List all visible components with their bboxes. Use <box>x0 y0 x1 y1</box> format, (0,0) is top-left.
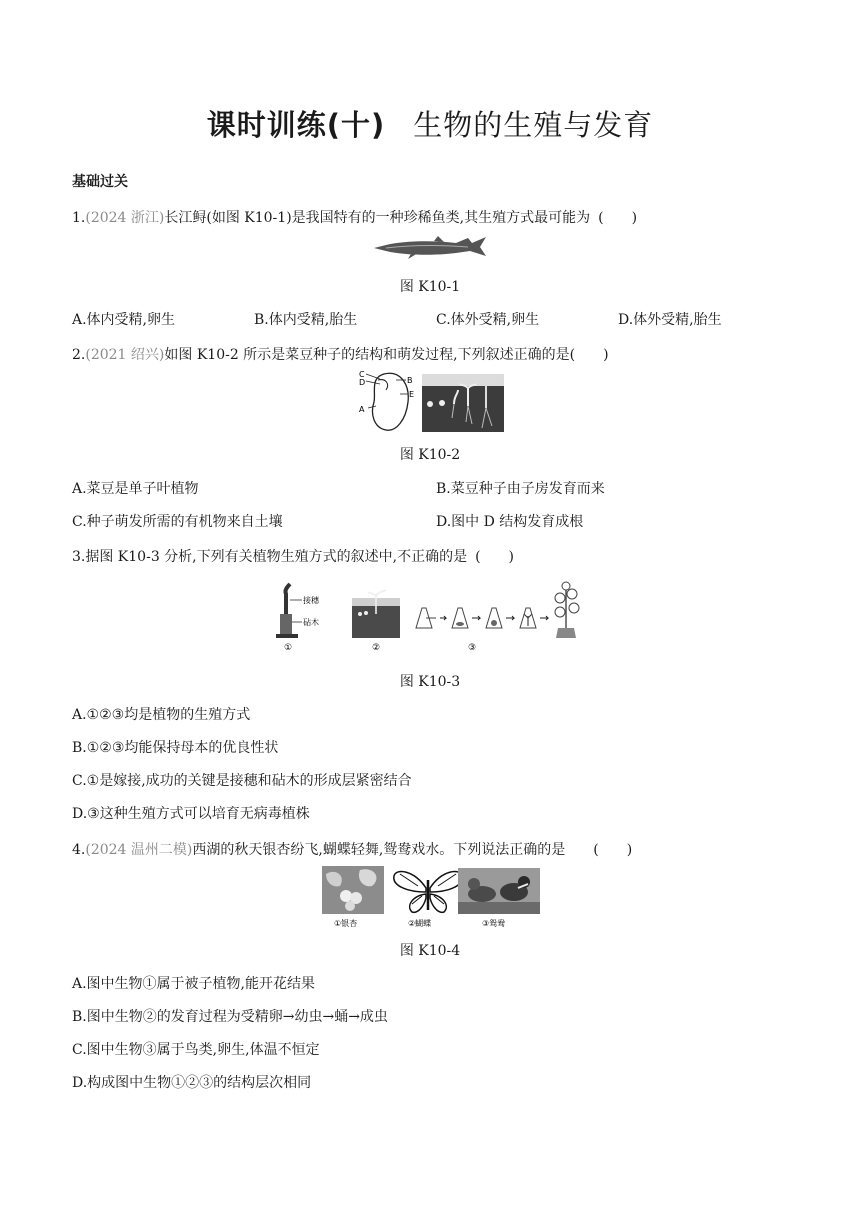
answer-bracket: ( ) <box>598 210 638 226</box>
question-number: 1. <box>72 210 86 226</box>
seed-label-b: B <box>407 376 413 385</box>
question-number: 4. <box>72 842 86 858</box>
label-butterfly: ②蝴蝶 <box>408 919 432 928</box>
option-a: A.图中生物①属于被子植物,能开花结果 <box>72 976 316 992</box>
option-b: B.菜豆种子由子房发育而来 <box>436 481 605 497</box>
label-2: ② <box>372 643 381 653</box>
question-text: 西湖的秋天银杏纷飞,蝴蝶轻舞,鸳鸯戏水。下列说法正确的是 <box>192 842 566 858</box>
question-source: (2021 绍兴) <box>85 347 165 363</box>
germination-photo <box>422 374 504 432</box>
label-scion: 接穗 <box>303 596 319 605</box>
option-c: C.体外受精,卵生 <box>436 312 540 328</box>
question-number: 3. <box>72 549 86 565</box>
label-1: ① <box>284 643 293 653</box>
plant-reproduction-figure <box>272 580 588 654</box>
question-source: (2024 温州二模) <box>85 842 193 858</box>
option-c: C.图中生物③属于鸟类,卵生,体温不恒定 <box>72 1042 320 1058</box>
bean-seed-diagram <box>356 366 420 436</box>
seed-label-c: C <box>359 370 365 379</box>
question-2 <box>72 344 609 364</box>
option-b: B.①②③均能保持母本的优良性状 <box>72 740 279 756</box>
option-d: D.图中 D 结构发育成根 <box>436 514 584 530</box>
option-d: D.构成图中生物①②③的结构层次相同 <box>72 1075 312 1091</box>
option-d: D.③这种生殖方式可以培育无病毒植株 <box>72 806 310 822</box>
question-text: 如图 K10-2 所示是菜豆种子的结构和萌发过程,下列叙述正确的是 <box>164 347 570 363</box>
page-title <box>0 103 860 144</box>
figure-caption-1: 图 K10-1 <box>399 279 461 295</box>
question-number: 2. <box>72 347 86 363</box>
question-text: 长江鲟(如图 K10-1)是我国特有的一种珍稀鱼类,其生殖方式最可能为 <box>164 210 591 226</box>
figure-caption-3: 图 K10-3 <box>399 674 461 690</box>
fish-figure <box>372 234 488 262</box>
question-text: 据图 K10-3 分析,下列有关植物生殖方式的叙述中,不正确的是 <box>85 549 468 565</box>
figure-caption-2: 图 K10-2 <box>399 447 461 463</box>
question-4 <box>72 839 632 859</box>
section-heading: 基础过关 <box>72 174 128 190</box>
label-stock: 砧木 <box>303 618 319 627</box>
figure-caption-4: 图 K10-4 <box>399 943 461 959</box>
option-a: A.①②③均是植物的生殖方式 <box>72 707 251 723</box>
seed-label-e: E <box>409 390 415 399</box>
title-main: 课时训练(十) <box>206 108 386 142</box>
label-3: ③ <box>468 643 477 653</box>
option-b: B.图中生物②的发育过程为受精卵→幼虫→蛹→成虫 <box>72 1009 388 1025</box>
question-source: (2024 浙江) <box>85 210 165 226</box>
option-b: B.体内受精,胎生 <box>254 312 358 328</box>
title-sub: 生物的生殖与发育 <box>413 108 654 142</box>
organisms-figure <box>322 866 540 930</box>
option-a: A.菜豆是单子叶植物 <box>72 481 199 497</box>
question-3 <box>72 546 514 566</box>
label-ginkgo: ①银杏 <box>334 919 358 928</box>
seed-label-d: D <box>359 378 366 387</box>
option-c: C.①是嫁接,成功的关键是接穗和砧木的形成层紧密结合 <box>72 773 412 789</box>
label-duck: ③鸳鸯 <box>482 919 506 928</box>
answer-bracket: ( ) <box>475 549 515 565</box>
answer-bracket: ( ) <box>569 347 609 363</box>
option-d: D.体外受精,胎生 <box>618 312 722 328</box>
answer-bracket: ( ) <box>593 842 633 858</box>
seed-label-a: A <box>359 405 365 414</box>
question-1 <box>72 207 637 227</box>
option-a: A.体内受精,卵生 <box>72 312 176 328</box>
option-c: C.种子萌发所需的有机物来自土壤 <box>72 514 283 530</box>
